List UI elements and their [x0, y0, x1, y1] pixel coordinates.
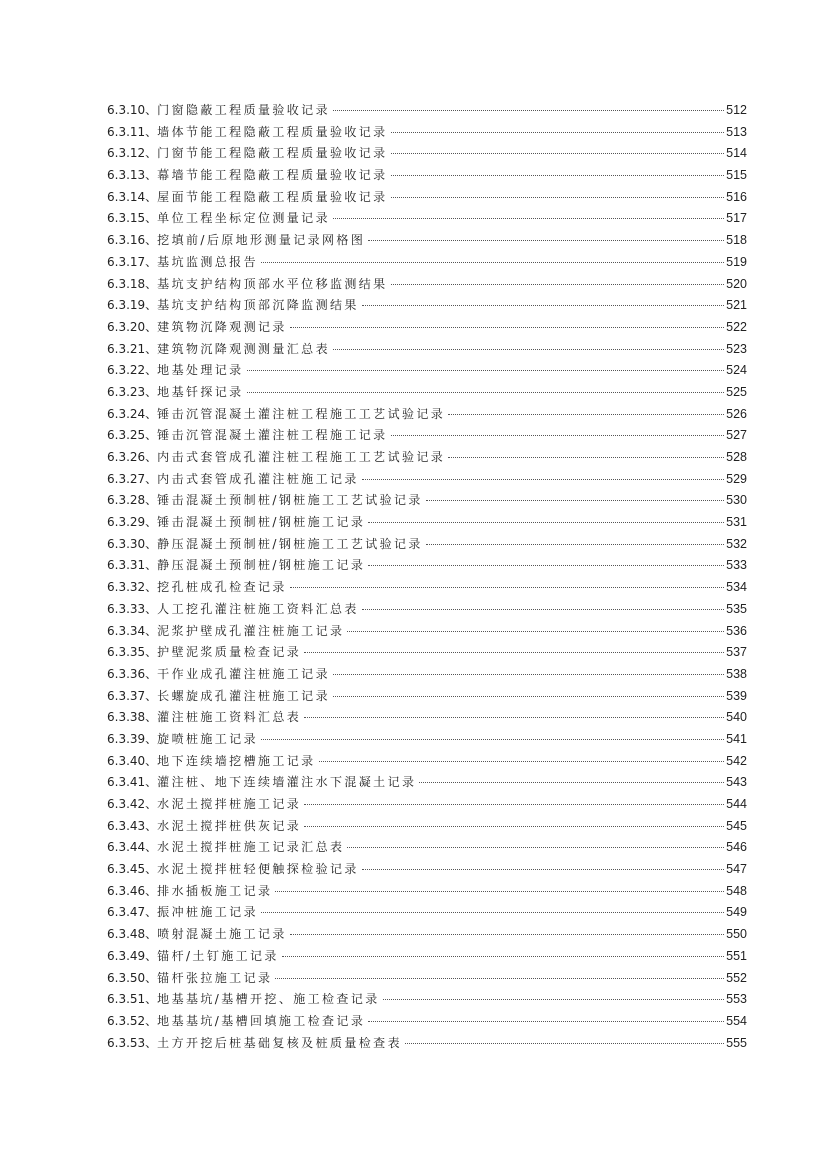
toc-entry-page-number: 532 — [726, 536, 747, 551]
toc-entry-number: 6.3.43、 — [107, 818, 158, 833]
toc-entry-page-number: 514 — [726, 146, 747, 161]
toc-entry-number: 6.3.37、 — [107, 688, 158, 703]
toc-entry-number: 6.3.12、 — [107, 146, 158, 161]
dot-leader — [261, 911, 724, 913]
dot-leader — [368, 521, 724, 523]
toc-entry-title: 挖孔桩成孔检查记录 — [157, 580, 287, 595]
toc-entry[interactable] — [107, 555, 747, 577]
dot-leader — [362, 608, 724, 610]
dot-leader — [275, 890, 724, 892]
toc-entry-title: 基坑支护结构顶部沉降监测结果 — [157, 298, 359, 313]
toc-entry-number: 6.3.52、 — [107, 1013, 158, 1028]
dot-leader — [368, 564, 724, 566]
toc-entry-number: 6.3.13、 — [107, 168, 158, 183]
toc-entry-number: 6.3.17、 — [107, 254, 158, 269]
toc-entry-number: 6.3.38、 — [107, 710, 158, 725]
toc-entry[interactable] — [107, 902, 747, 924]
toc-entry-title: 内击式套管成孔灌注桩工程施工工艺试验记录 — [157, 450, 446, 464]
toc-entry[interactable] — [107, 339, 747, 361]
toc-entry-number: 6.3.45、 — [107, 862, 158, 877]
toc-entry-title: 地基基坑/基槽开挖、施工检查记录 — [157, 992, 380, 1007]
dot-leader — [391, 131, 725, 133]
toc-entry-number: 6.3.48、 — [107, 927, 158, 942]
toc-entry[interactable] — [107, 534, 747, 556]
toc-entry-page-number: 517 — [726, 211, 747, 226]
toc-entry-title: 建筑物沉降观测测量汇总表 — [157, 341, 330, 356]
toc-entry[interactable] — [107, 577, 747, 599]
toc-entry-number: 6.3.29、 — [107, 515, 158, 530]
toc-entry-number: 6.3.50、 — [107, 970, 158, 985]
toc-entry-title: 静压混凝土预制桩/钢桩施工记录 — [157, 558, 366, 573]
toc-entry-title: 灌注桩、地下连续墙灌注水下混凝土记录 — [157, 775, 417, 790]
dot-leader — [347, 630, 724, 632]
toc-entry[interactable] — [107, 382, 747, 404]
toc-entry-title: 墙体节能工程隐蔽工程质量验收记录 — [157, 124, 388, 139]
dot-leader — [290, 933, 724, 935]
toc-entry-page-number: 523 — [726, 341, 747, 356]
toc-entry[interactable] — [107, 469, 747, 491]
toc-entry-number: 6.3.46、 — [107, 883, 158, 898]
dot-leader — [362, 478, 724, 480]
toc-entry[interactable] — [107, 425, 747, 447]
toc-entry-page-number: 520 — [726, 276, 747, 291]
toc-entry[interactable] — [107, 143, 747, 165]
dot-leader — [282, 955, 724, 957]
toc-entry-number: 6.3.41、 — [107, 775, 158, 790]
toc-entry-title: 锚杆张拉施工记录 — [157, 970, 273, 985]
toc-entry-title: 旋喷桩施工记录 — [157, 731, 258, 746]
toc-entry-title: 锤击混凝土预制桩/钢桩施工工艺试验记录 — [157, 493, 423, 508]
toc-entry-page-number: 551 — [726, 948, 747, 963]
toc-entry[interactable] — [107, 686, 747, 708]
toc-entry-title: 锚杆/土钉施工记录 — [157, 948, 279, 963]
toc-entry-title: 地基处理记录 — [157, 363, 244, 378]
toc-entry-title: 水泥土搅拌桩轻便触探检验记录 — [157, 862, 359, 877]
toc-entry-number: 6.3.39、 — [107, 731, 158, 746]
toc-entry-number: 6.3.15、 — [107, 211, 158, 226]
toc-entry-number: 6.3.19、 — [107, 298, 158, 313]
toc-entry-number: 6.3.11、 — [107, 124, 158, 139]
toc-entry-page-number: 530 — [726, 493, 747, 508]
toc-entry-number: 6.3.36、 — [107, 666, 158, 681]
toc-entry[interactable] — [107, 447, 747, 469]
dot-leader — [333, 348, 724, 350]
toc-entry-page-number: 528 — [726, 450, 747, 464]
dot-leader — [247, 391, 725, 393]
dot-leader — [333, 217, 724, 219]
toc-entry[interactable] — [107, 816, 747, 838]
dot-leader — [391, 283, 725, 285]
toc-entry-page-number: 513 — [726, 124, 747, 139]
toc-entry-title: 土方开挖后桩基础复核及桩质量检查表 — [157, 1035, 402, 1050]
toc-entry-title: 建筑物沉降观测记录 — [157, 319, 287, 334]
toc-entry-page-number: 549 — [726, 905, 747, 920]
toc-entry-title: 干作业成孔灌注桩施工记录 — [157, 666, 330, 681]
toc-entry-page-number: 529 — [726, 471, 747, 486]
toc-entry-page-number: 536 — [726, 623, 747, 638]
toc-entry[interactable] — [107, 599, 747, 621]
toc-entry[interactable] — [107, 729, 747, 751]
dot-leader — [362, 304, 724, 306]
toc-entry-title: 水泥土搅拌桩施工记录汇总表 — [157, 840, 345, 855]
toc-entry-title: 静压混凝土预制桩/钢桩施工工艺试验记录 — [157, 536, 423, 551]
dot-leader — [333, 109, 724, 111]
toc-entry-title: 水泥土搅拌桩施工记录 — [157, 797, 302, 811]
toc-entry-page-number: 515 — [726, 168, 747, 183]
toc-entry-title: 锤击沉管混凝土灌注桩工程施工记录 — [157, 428, 388, 443]
toc-entry[interactable] — [107, 404, 747, 426]
toc-entry-title: 人工挖孔灌注桩施工资料汇总表 — [157, 601, 359, 616]
toc-entry-number: 6.3.31、 — [107, 558, 158, 573]
toc-entry[interactable] — [107, 252, 747, 274]
toc-entry[interactable] — [107, 490, 747, 512]
toc-entry-number: 6.3.20、 — [107, 319, 158, 334]
toc-entry-title: 地下连续墙挖槽施工记录 — [157, 753, 316, 768]
toc-entry-number: 6.3.40、 — [107, 753, 158, 768]
toc-entry[interactable] — [107, 360, 747, 382]
toc-entry-number: 6.3.35、 — [107, 645, 158, 660]
toc-entry-number: 6.3.49、 — [107, 948, 158, 963]
toc-entry[interactable] — [107, 122, 747, 144]
toc-entry-page-number: 554 — [726, 1013, 747, 1028]
dot-leader — [362, 868, 724, 870]
toc-entry-number: 6.3.22、 — [107, 363, 158, 378]
toc-entry-title: 基坑监测总报告 — [157, 254, 258, 269]
toc-entry-title: 长螺旋成孔灌注桩施工记录 — [157, 688, 330, 703]
toc-entry-title: 门窗隐蔽工程质量验收记录 — [157, 103, 330, 117]
toc-entry-title: 内击式套管成孔灌注桩施工记录 — [157, 471, 359, 486]
toc-entry[interactable] — [107, 794, 747, 816]
toc-entry-title: 幕墙节能工程隐蔽工程质量验收记录 — [157, 168, 388, 183]
toc-entry[interactable] — [107, 165, 747, 187]
dot-leader — [419, 781, 724, 783]
dot-leader — [290, 586, 724, 588]
toc-entry-number: 6.3.42、 — [107, 797, 158, 811]
toc-entry-title: 单位工程坐标定位测量记录 — [157, 211, 330, 226]
toc-entry-page-number: 545 — [726, 818, 747, 833]
toc-entry-page-number: 542 — [726, 753, 747, 768]
toc-entry-page-number: 534 — [726, 580, 747, 595]
toc-entry-title: 泥浆护壁成孔灌注桩施工记录 — [157, 623, 345, 638]
toc-entry-page-number: 548 — [726, 883, 747, 898]
dot-leader — [405, 1042, 724, 1044]
toc-entry-number: 6.3.18、 — [107, 276, 158, 291]
toc-entry[interactable] — [107, 187, 747, 209]
toc-entry-page-number: 539 — [726, 688, 747, 703]
dot-leader — [391, 196, 725, 198]
toc-entry[interactable] — [107, 881, 747, 903]
dot-leader — [261, 738, 724, 740]
toc-entry[interactable] — [107, 1033, 747, 1055]
toc-entry[interactable] — [107, 924, 747, 946]
toc-entry[interactable] — [107, 751, 747, 773]
toc-entry-number: 6.3.33、 — [107, 601, 158, 616]
table-of-contents — [107, 100, 747, 1054]
toc-entry-number: 6.3.32、 — [107, 580, 158, 595]
toc-entry-page-number: 546 — [726, 840, 747, 855]
toc-entry[interactable] — [107, 989, 747, 1011]
toc-entry-title: 地基基坑/基槽回填施工检查记录 — [157, 1013, 366, 1028]
dot-leader — [304, 825, 724, 827]
toc-entry[interactable] — [107, 772, 747, 794]
toc-entry-number: 6.3.28、 — [107, 493, 158, 508]
toc-entry-title: 锤击沉管混凝土灌注桩工程施工工艺试验记录 — [157, 406, 446, 421]
dot-leader — [347, 846, 724, 848]
toc-entry-page-number: 553 — [726, 992, 747, 1007]
toc-entry-number: 6.3.16、 — [107, 233, 158, 248]
toc-entry-title: 灌注桩施工资料汇总表 — [157, 710, 302, 725]
toc-entry-page-number: 533 — [726, 558, 747, 573]
toc-entry-number: 6.3.26、 — [107, 450, 158, 464]
toc-entry[interactable] — [107, 295, 747, 317]
toc-entry-number: 6.3.25、 — [107, 428, 158, 443]
toc-entry-title: 门窗节能工程隐蔽工程质量验收记录 — [157, 146, 388, 161]
toc-entry-title: 挖填前/后原地形测量记录网格图 — [157, 233, 366, 248]
toc-entry-page-number: 527 — [726, 428, 747, 443]
toc-entry-number: 6.3.30、 — [107, 536, 158, 551]
toc-entry-page-number: 547 — [726, 862, 747, 877]
toc-entry-number: 6.3.24、 — [107, 406, 158, 421]
toc-entry-page-number: 538 — [726, 666, 747, 681]
dot-leader — [304, 651, 724, 653]
toc-entry-page-number: 519 — [726, 254, 747, 269]
dot-leader — [247, 369, 725, 371]
toc-entry-number: 6.3.47、 — [107, 905, 158, 920]
toc-entry-page-number: 518 — [726, 233, 747, 248]
toc-entry[interactable] — [107, 859, 747, 881]
dot-leader — [290, 326, 724, 328]
dot-leader — [261, 261, 724, 263]
toc-entry-title: 水泥土搅拌桩供灰记录 — [157, 818, 302, 833]
toc-entry-page-number: 524 — [726, 363, 747, 378]
toc-entry-title: 地基钎探记录 — [157, 384, 244, 399]
toc-entry-page-number: 522 — [726, 319, 747, 334]
toc-entry-number: 6.3.21、 — [107, 341, 158, 356]
toc-entry-number: 6.3.34、 — [107, 623, 158, 638]
toc-entry-page-number: 516 — [726, 189, 747, 204]
toc-entry[interactable] — [107, 208, 747, 230]
toc-entry-number: 6.3.44、 — [107, 840, 158, 855]
toc-entry-page-number: 537 — [726, 645, 747, 660]
toc-entry-page-number: 535 — [726, 601, 747, 616]
toc-entry-page-number: 512 — [726, 103, 747, 117]
toc-entry-page-number: 541 — [726, 731, 747, 746]
toc-entry-page-number: 555 — [726, 1035, 747, 1050]
toc-entry[interactable] — [107, 642, 747, 664]
toc-entry[interactable] — [107, 1011, 747, 1033]
dot-leader — [448, 413, 724, 415]
toc-entry[interactable] — [107, 512, 747, 534]
toc-entry-title: 基坑支护结构顶部水平位移监测结果 — [157, 276, 388, 291]
dot-leader — [304, 803, 724, 805]
toc-entry[interactable] — [107, 274, 747, 296]
toc-entry-number: 6.3.53、 — [107, 1035, 158, 1050]
toc-entry[interactable] — [107, 707, 747, 729]
toc-entry[interactable] — [107, 968, 747, 990]
toc-entry[interactable] — [107, 230, 747, 252]
toc-entry[interactable] — [107, 100, 747, 122]
dot-leader — [319, 760, 725, 762]
toc-entry-number: 6.3.27、 — [107, 471, 158, 486]
dot-leader — [391, 152, 725, 154]
toc-entry-title: 屋面节能工程隐蔽工程质量验收记录 — [157, 189, 388, 204]
toc-entry-page-number: 521 — [726, 298, 747, 313]
toc-entry-page-number: 526 — [726, 406, 747, 421]
toc-entry-page-number: 525 — [726, 384, 747, 399]
dot-leader — [333, 695, 724, 697]
toc-entry-title: 护壁泥浆质量检查记录 — [157, 645, 302, 660]
toc-entry-page-number: 543 — [726, 775, 747, 790]
toc-entry[interactable] — [107, 946, 747, 968]
dot-leader — [448, 456, 724, 458]
dot-leader — [368, 239, 724, 241]
toc-entry-title: 振冲桩施工记录 — [157, 905, 258, 920]
toc-entry-page-number: 550 — [726, 927, 747, 942]
toc-entry-page-number: 531 — [726, 515, 747, 530]
toc-entry-title: 锤击混凝土预制桩/钢桩施工记录 — [157, 515, 366, 530]
toc-entry-number: 6.3.23、 — [107, 384, 158, 399]
dot-leader — [391, 434, 725, 436]
toc-entry[interactable] — [107, 664, 747, 686]
toc-entry[interactable] — [107, 317, 747, 339]
dot-leader — [304, 716, 724, 718]
toc-entry-page-number: 540 — [726, 710, 747, 725]
toc-entry-title: 排水插板施工记录 — [157, 883, 273, 898]
dot-leader — [275, 977, 724, 979]
dot-leader — [333, 673, 724, 675]
toc-entry[interactable] — [107, 837, 747, 859]
toc-entry-number: 6.3.51、 — [107, 992, 158, 1007]
toc-entry-page-number: 552 — [726, 970, 747, 985]
dot-leader — [368, 1020, 724, 1022]
dot-leader — [426, 499, 724, 501]
toc-entry-number: 6.3.14、 — [107, 189, 158, 204]
toc-entry-title: 喷射混凝土施工记录 — [157, 927, 287, 942]
dot-leader — [426, 543, 724, 545]
toc-entry-page-number: 544 — [726, 797, 747, 811]
toc-entry-number: 6.3.10、 — [107, 103, 158, 117]
toc-entry[interactable] — [107, 621, 747, 643]
dot-leader — [383, 998, 725, 1000]
dot-leader — [391, 174, 725, 176]
